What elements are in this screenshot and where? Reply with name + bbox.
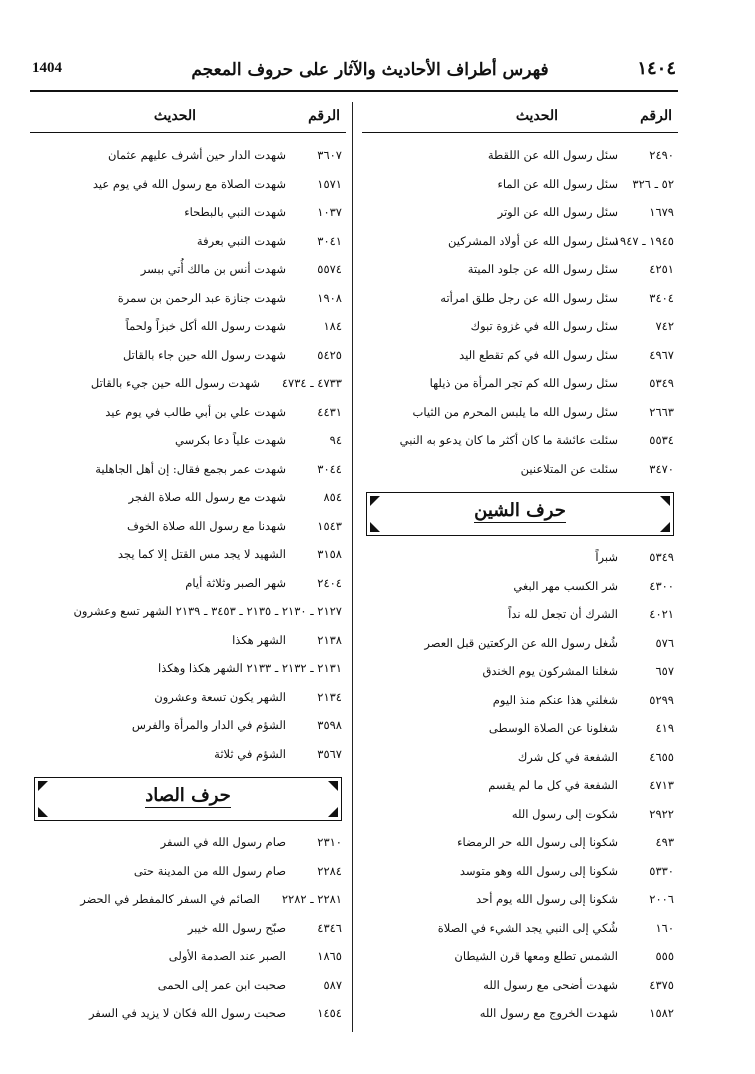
- entry-text: شهدت مع رسول الله صلاة الفجر: [128, 490, 286, 504]
- list-item: [30, 458, 346, 487]
- entry-text: شهدت الصلاة مع رسول الله في يوم عيد: [92, 176, 286, 191]
- corner-ornament-icon: [328, 807, 338, 817]
- entry-number: ١٩٠٨: [317, 290, 342, 305]
- corner-ornament-icon: [38, 807, 48, 817]
- entry-number: ٣٠٤٤: [317, 461, 342, 476]
- list-item: [30, 258, 346, 287]
- entry-text: شكونا إلى رسول الله وهو متوسد: [459, 863, 618, 878]
- entry-number: ١٦٧٩: [649, 205, 674, 219]
- entry-text: سئل رسول الله عن اللقطة: [487, 148, 618, 162]
- right-column: [362, 102, 678, 1031]
- entry-text: صحبت رسول الله فكان لا يزيد في السفر: [88, 1006, 286, 1020]
- entry-number: ٤٣٠٠: [649, 578, 674, 593]
- index-list: [362, 546, 678, 1031]
- entry-number: ١٥٧١: [317, 176, 342, 191]
- list-item: [362, 230, 678, 259]
- entry-number: ٥٧٦: [655, 635, 674, 650]
- corner-ornament-icon: [660, 522, 670, 532]
- entry-number: ٣١٥٨: [317, 547, 342, 561]
- list-item: [30, 888, 346, 917]
- entry-text: شهدت النبي بالبطحاء: [184, 205, 286, 219]
- entry-number: ١٠٣٧: [317, 205, 342, 219]
- entry-number: ٣٠٤١: [317, 233, 342, 248]
- entry-number: ٤١٩: [655, 721, 674, 735]
- entry-text: شغلونا عن الصلاة الوسطى: [488, 721, 618, 735]
- list-item: [362, 372, 678, 401]
- entry-number: ٢٤٠٤: [317, 575, 342, 590]
- entry-text: الشؤم في ثلاثة: [214, 746, 286, 761]
- entry-number: ٢٢٨٤: [317, 863, 342, 878]
- list-item: [30, 917, 346, 946]
- list-item: [30, 372, 346, 401]
- entry-number: ٥٢٩٩: [649, 692, 674, 707]
- entry-text: شكونا إلى رسول الله يوم أحد: [476, 892, 618, 906]
- entry-number: ٢٣١٠: [317, 835, 342, 849]
- entry-text: الشرك أن تجعل لله نداً: [508, 607, 618, 621]
- list-item: [362, 803, 678, 832]
- entry-text: شهدت علي بن أبي طالب في يوم عيد: [105, 404, 286, 419]
- entry-number: ١٦٠: [655, 920, 674, 935]
- list-item: [362, 774, 678, 803]
- number-column-label: الرقم: [308, 108, 340, 124]
- entry-text: الصائم في السفر كالمفطر في الحضر: [80, 892, 260, 906]
- entry-number: ٥٣٤٩: [649, 376, 674, 390]
- column-header: [30, 102, 346, 133]
- page-number-latin: 1404: [32, 60, 62, 76]
- list-item: [30, 831, 346, 860]
- left-column: [30, 102, 346, 1031]
- list-item: [30, 743, 346, 772]
- list-item: [30, 572, 346, 601]
- index-list: [362, 133, 678, 486]
- entry-text: شهدت عمر بجمع فقال: إن أهل الجاهلية: [95, 461, 286, 476]
- list-item: [362, 144, 678, 173]
- list-item: [362, 603, 678, 632]
- entry-text: سئل رسول الله عن رجل طلق امرأته: [440, 290, 618, 305]
- entry-text: شغلني هذا عنكم منذ اليوم: [492, 692, 618, 707]
- list-item: [362, 746, 678, 775]
- list-item: [30, 657, 346, 686]
- entry-text: صام رسول الله في السفر: [160, 835, 286, 849]
- list-item: [362, 201, 678, 230]
- list-item: [30, 144, 346, 173]
- entry-text: شكونا إلى رسول الله حر الرمضاء: [457, 835, 618, 849]
- entry-number: ٣٦٠٧: [317, 148, 342, 162]
- list-item: [362, 1002, 678, 1031]
- list-item: [30, 974, 346, 1003]
- entry-text: شهدت النبي بعرفة: [196, 233, 286, 248]
- entry-number: ٥٣٤٩: [649, 550, 674, 564]
- entry-number: ٢٩٢٢: [649, 806, 674, 821]
- entry-number: ٥٥٣٤: [649, 433, 674, 447]
- index-list: [30, 831, 346, 1031]
- entry-text: ٢١٢٧ ـ ٢١٣٠ ـ ٢١٣٥ ـ ٣٤٥٣ ـ ٢١٣٩ الشهر تسع وعشرون: [73, 604, 342, 618]
- list-item: [30, 429, 346, 458]
- list-item: [362, 717, 678, 746]
- list-item: [362, 401, 678, 430]
- entry-text: سئلت عائشة ما كان أكثر ما كان يدعو به النبي: [399, 433, 618, 447]
- page-title: فهرس أطراف الأحاديث والآثار على حروف المعجم: [191, 60, 549, 80]
- entry-number: ١٥٤٣: [317, 518, 342, 533]
- list-item: [30, 629, 346, 658]
- entry-text: الشؤم في الدار والمرأة والفرس: [131, 718, 286, 732]
- list-item: [30, 515, 346, 544]
- entry-number: ٥٥٧٤: [317, 262, 342, 276]
- entry-number: ٧٤٢: [655, 319, 674, 333]
- entry-text: شبراً: [595, 550, 618, 564]
- entry-text: شهدنا مع رسول الله صلاة الخوف: [126, 518, 286, 533]
- corner-ornament-icon: [370, 496, 380, 506]
- entry-number: ٨٥٤: [323, 490, 342, 504]
- list-item: [362, 660, 678, 689]
- entry-text: شُغل رسول الله عن الركعتين قبل العصر: [424, 635, 618, 650]
- entry-number: ٤٦٥٥: [649, 749, 674, 764]
- entry-text: شهدت رسول الله أكل خبزاً ولحماً: [125, 319, 286, 333]
- list-item: [30, 201, 346, 230]
- entry-number: ٥٨٧: [323, 977, 342, 992]
- entry-number: ٢٠٠٦: [649, 892, 674, 906]
- list-item: [30, 714, 346, 743]
- entry-text: الشمس تطلع ومعها قرن الشيطان: [454, 949, 618, 963]
- list-item: [30, 945, 346, 974]
- entry-text: شهدت علياً دعا بكرسي: [174, 433, 286, 447]
- list-item: [30, 344, 346, 373]
- entry-text: شهدت أنس بن مالك أُتي ببسر: [140, 262, 286, 276]
- list-item: [362, 945, 678, 974]
- list-item: [362, 689, 678, 718]
- entry-number: ١٤٥٤: [317, 1006, 342, 1020]
- list-item: [362, 831, 678, 860]
- entry-number: ٥٢ ـ ٣٢٦: [632, 176, 674, 191]
- entry-text: صبّح رسول الله خيبر: [187, 920, 286, 935]
- list-item: [30, 860, 346, 889]
- section-title: حرف الشين: [474, 500, 566, 521]
- page-number-arabic: ١٤٠٤: [637, 58, 676, 79]
- column-header: [362, 102, 678, 133]
- entry-text: سئل رسول الله في كم تقطع اليد: [459, 347, 618, 362]
- list-item: [362, 458, 678, 487]
- entry-text: سئلت عن المتلاعنين: [520, 461, 618, 476]
- entry-number: ٤٣٤٦: [317, 920, 342, 935]
- entry-text: سئل رسول الله كم تجر المرأة من ذيلها: [429, 376, 618, 390]
- entry-number: ٩٤: [329, 433, 342, 447]
- corner-ornament-icon: [370, 522, 380, 532]
- list-item: [362, 917, 678, 946]
- number-column-label: الرقم: [640, 108, 672, 124]
- entry-text: شكوت إلى رسول الله: [511, 806, 618, 821]
- entry-number: ٤٧١٣: [649, 778, 674, 792]
- list-item: [362, 258, 678, 287]
- entry-text: الشهر هكذا: [232, 632, 286, 647]
- entry-text: شهدت رسول الله حين جيء بالقاتل: [90, 376, 260, 390]
- list-item: [362, 429, 678, 458]
- entry-text: شهدت أضحى مع رسول الله: [483, 977, 618, 992]
- entry-text: شهدت جنازة عبد الرحمن بن سمرة: [117, 290, 286, 305]
- hadith-column-label: الحديث: [515, 108, 558, 124]
- entry-number: ٢١٣٨: [317, 632, 342, 647]
- list-item: [30, 315, 346, 344]
- list-item: [362, 632, 678, 661]
- entry-text: الصبر عند الصدمة الأولى: [168, 949, 286, 963]
- entry-number: ٢١٣٤: [317, 689, 342, 704]
- entry-number: ٢٤٩٠: [649, 148, 674, 162]
- entry-text: شهدت الدار حين أشرف عليهم عثمان: [107, 148, 286, 162]
- section-heading-shin: [366, 492, 674, 536]
- list-item: [30, 486, 346, 515]
- entry-number: ٤٢٥١: [649, 262, 674, 276]
- entry-number: ٥٣٣٠: [649, 863, 674, 878]
- entry-text: سئل رسول الله عن الوتر: [497, 205, 618, 219]
- entry-text: سئل رسول الله في غزوة تبوك: [470, 319, 618, 333]
- list-item: [362, 860, 678, 889]
- entry-number: ١٥٨٢: [649, 1006, 674, 1020]
- entry-number: ١٨٤: [323, 319, 342, 333]
- list-item: [362, 546, 678, 575]
- list-item: [30, 230, 346, 259]
- page-header: [30, 56, 678, 92]
- entry-number: ٤٧٣٣ ـ ٤٧٣٤: [281, 376, 342, 390]
- entry-text: الشهر يكون تسعة وعشرون: [154, 689, 286, 704]
- entry-text: شهر الصبر وثلاثة أيام: [185, 575, 286, 590]
- corner-ornament-icon: [38, 781, 48, 791]
- entry-text: سئل رسول الله عن الماء: [497, 176, 618, 191]
- list-item: [30, 287, 346, 316]
- entry-number: ٤٩٣: [655, 835, 674, 849]
- list-item: [362, 287, 678, 316]
- entry-text: شغلنا المشركون يوم الخندق: [482, 664, 618, 678]
- section-title: حرف الصاد: [145, 785, 231, 806]
- list-item: [362, 344, 678, 373]
- entry-text: شر الكسب مهر البغي: [513, 578, 618, 593]
- entry-number: ٣٥٩٨: [317, 718, 342, 732]
- entry-text: صحبت ابن عمر إلى الحمى: [157, 977, 286, 992]
- entry-number: ٤٤٣١: [317, 404, 342, 419]
- entry-text: سئل رسول الله عن جلود الميتة: [467, 262, 618, 276]
- list-item: [30, 543, 346, 572]
- list-item: [30, 401, 346, 430]
- entry-number: ١٩٤٥ ـ ١٩٤٧: [613, 233, 674, 248]
- entry-text: الشهيد لا يجد مس القتل إلا كما يجد: [117, 547, 286, 561]
- index-list: [30, 133, 346, 771]
- entry-text: صام رسول الله من المدينة حتى: [133, 863, 286, 878]
- entry-number: ٤٠٢١: [649, 607, 674, 621]
- list-item: [30, 600, 346, 629]
- list-item: [362, 974, 678, 1003]
- section-heading-sad: [34, 777, 342, 821]
- entry-text: الشفعة في كل شرك: [517, 749, 618, 764]
- entry-number: ٥٤٢٥: [317, 347, 342, 362]
- entry-number: ٥٥٥: [655, 949, 674, 963]
- list-item: [362, 888, 678, 917]
- entry-number: ٤٣٧٥: [649, 977, 674, 992]
- list-item: [30, 1002, 346, 1031]
- entry-number: ٣٤٠٤: [649, 290, 674, 305]
- entry-text: شُكي إلى النبي يجد الشيء في الصلاة: [437, 920, 618, 935]
- entry-number: ٢٦٦٣: [649, 404, 674, 419]
- entry-number: ٢٢٨١ ـ ٢٢٨٢: [281, 892, 342, 906]
- list-item: [30, 686, 346, 715]
- hadith-column-label: الحديث: [153, 108, 196, 124]
- entry-text: الشفعة في كل ما لم يقسم: [488, 778, 618, 792]
- entry-text: شهدت رسول الله حين جاء بالقاتل: [122, 347, 286, 362]
- list-item: [30, 173, 346, 202]
- entry-text: سئل رسول الله ما يلبس المحرم من الثياب: [412, 404, 618, 419]
- entry-number: ١٨٦٥: [317, 949, 342, 963]
- list-item: [362, 575, 678, 604]
- list-item: [362, 315, 678, 344]
- entry-text: سئل رسول الله عن أولاد المشركين: [448, 233, 618, 248]
- corner-ornament-icon: [328, 781, 338, 791]
- column-divider: [352, 102, 353, 1032]
- entry-number: ٣٥٦٧: [317, 746, 342, 761]
- entry-text: شهدت الخروج مع رسول الله: [479, 1006, 618, 1020]
- list-item: [362, 173, 678, 202]
- corner-ornament-icon: [660, 496, 670, 506]
- entry-number: ٣٤٧٠: [649, 461, 674, 476]
- entry-number: ٦٥٧: [655, 664, 674, 678]
- entry-number: ٤٩٦٧: [649, 347, 674, 362]
- entry-text: ٢١٣١ ـ ٢١٣٢ ـ ٢١٣٣ الشهر هكذا وهكذا: [158, 661, 342, 675]
